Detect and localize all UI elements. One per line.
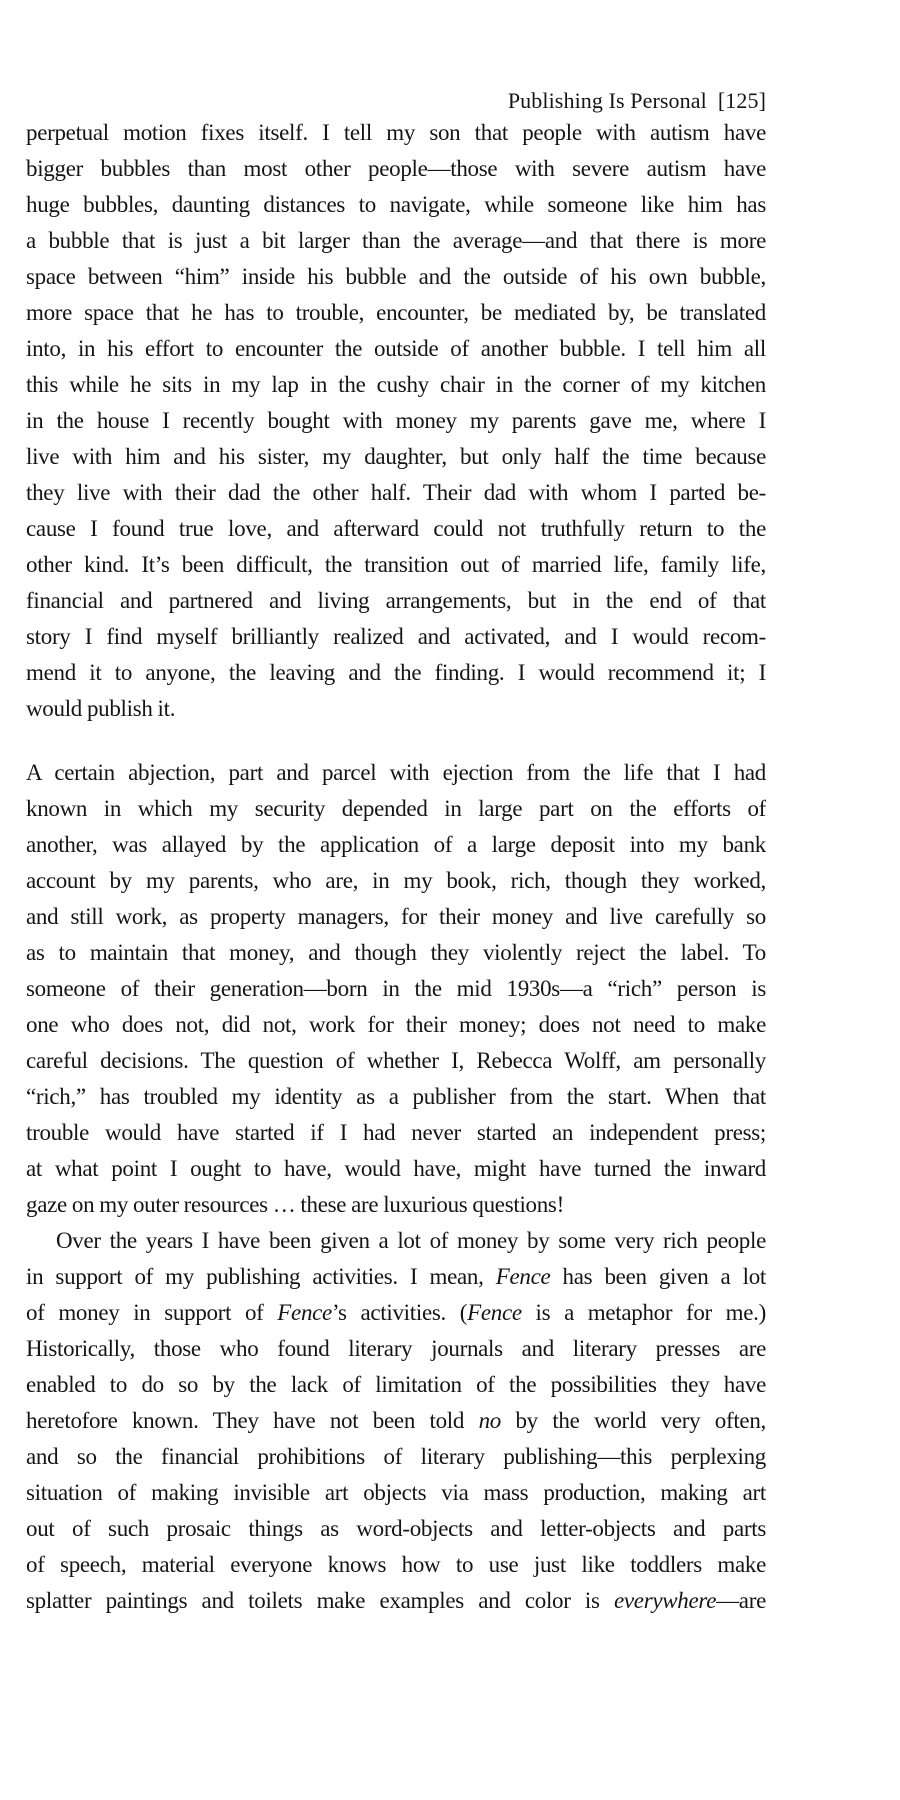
text-line: known in which my security depended in large part on the efforts of bbox=[26, 796, 766, 821]
text-line: splatter paintings and toilets make examples and color is everywhere—are bbox=[26, 1588, 766, 1613]
text-line: perpetual motion fixes itself. I tell my son that people with autism have bbox=[26, 120, 766, 145]
text-line: A certain abjection, part and parcel with ejection from the life that I had bbox=[26, 760, 766, 785]
text-line: would publish it. bbox=[26, 696, 176, 721]
body-text bbox=[26, 115, 766, 1619]
text-line: out of such prosaic things as word-objects and letter-objects and parts bbox=[26, 1516, 766, 1541]
text-line: into, in his effort to encounter the outside of another bubble. I tell him all bbox=[26, 336, 766, 361]
text-line: huge bubbles, daunting distances to navigate, while someone like him has bbox=[26, 192, 766, 217]
text-line: story I find myself brilliantly realized and activated, and I would recom- bbox=[26, 624, 766, 649]
italic-text: Fence bbox=[495, 1264, 551, 1289]
text-line: mend it to anyone, the leaving and the finding. I would recommend it; I bbox=[26, 660, 766, 685]
text-line: in the house I recently bought with money my parents gave me, where I bbox=[26, 408, 766, 433]
text-line: gaze on my outer resources … these are luxurious questions! bbox=[26, 1192, 564, 1217]
text-line: situation of making invisible art objects via mass production, making art bbox=[26, 1480, 766, 1505]
text-line: careful decisions. The question of whether I, Rebecca Wolff, am personally bbox=[26, 1048, 766, 1073]
italic-text: everywhere bbox=[613, 1588, 717, 1613]
text-line: of money in support of Fence’s activities. (Fence is a metaphor for me.) bbox=[26, 1300, 766, 1325]
running-header-title: Publishing Is Personal bbox=[507, 88, 707, 113]
text-line: Over the years I have been given a lot of money by some very rich people bbox=[56, 1228, 766, 1253]
text-line: other kind. It’s been difficult, the transition out of married life, family life, bbox=[26, 552, 766, 577]
text-line: they live with their dad the other half. Their dad with whom I parted be- bbox=[26, 480, 766, 505]
text-line: cause I found true love, and afterward could not truthfully return to the bbox=[26, 516, 766, 541]
paragraph bbox=[26, 1223, 766, 1619]
text-line: another, was allayed by the application of a large deposit into my bank bbox=[26, 832, 766, 857]
text-line: as to maintain that money, and though they violently reject the label. To bbox=[26, 940, 766, 965]
text-line: and so the financial prohibitions of literary publishing—this perplexing bbox=[26, 1444, 766, 1469]
paragraph bbox=[26, 115, 766, 727]
text-line: trouble would have started if I had never started an independent press; bbox=[26, 1120, 766, 1145]
paragraph bbox=[26, 755, 766, 1223]
running-header bbox=[26, 88, 766, 114]
text-line: live with him and his sister, my daughter, but only half the time because bbox=[26, 444, 766, 469]
text-line: in support of my publishing activities. I mean, Fence has been given a lot bbox=[26, 1264, 766, 1289]
text-line: at what point I ought to have, would have, might have turned the inward bbox=[26, 1156, 766, 1181]
text-line: and still work, as property managers, for their money and live carefully so bbox=[26, 904, 766, 929]
text-line: “rich,” has troubled my identity as a publisher from the start. When that bbox=[26, 1084, 766, 1109]
text-line: heretofore known. They have not been told no by the world very often, bbox=[26, 1408, 766, 1433]
italic-text: Fence bbox=[277, 1300, 332, 1325]
text-line: one who does not, did not, work for their money; does not need to make bbox=[26, 1012, 766, 1037]
text-line: this while he sits in my lap in the cushy chair in the corner of my kitchen bbox=[26, 372, 766, 397]
text-line: enabled to do so by the lack of limitation of the possibilities they have bbox=[26, 1372, 766, 1397]
text-line: space between “him” inside his bubble and the outside of his own bubble, bbox=[26, 264, 766, 289]
text-line: more space that he has to trouble, encounter, be mediated by, be translated bbox=[26, 300, 766, 325]
text-line: someone of their generation—born in the mid 1930s—a “rich” person is bbox=[26, 976, 766, 1001]
text-line: financial and partnered and living arrangements, but in the end of that bbox=[26, 588, 766, 613]
text-line: of speech, material everyone knows how to use just like toddlers make bbox=[26, 1552, 766, 1577]
text-line: bigger bubbles than most other people—those with severe autism have bbox=[26, 156, 766, 181]
text-line: a bubble that is just a bit larger than the average—and that there is more bbox=[26, 228, 766, 253]
text-line: Historically, those who found literary journals and literary presses are bbox=[26, 1336, 766, 1361]
italic-text: no bbox=[478, 1408, 501, 1433]
italic-text: Fence bbox=[467, 1300, 522, 1325]
page-number: [125] bbox=[717, 88, 766, 113]
text-line: account by my parents, who are, in my book, rich, though they worked, bbox=[26, 868, 766, 893]
